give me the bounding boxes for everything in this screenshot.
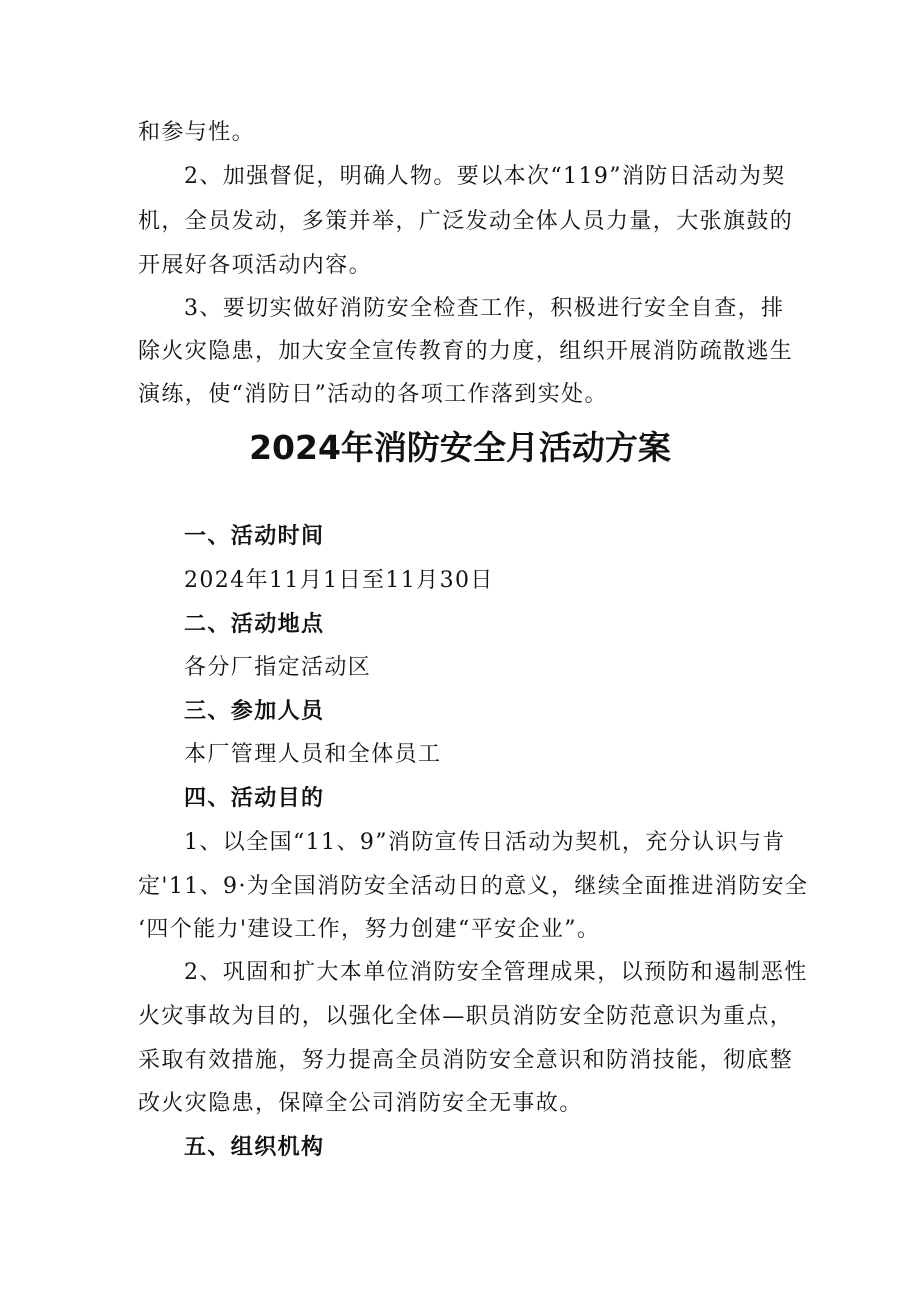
body-line: 和参与性。 — [138, 120, 256, 145]
body-line: 除火灾隐患，加大安全宣传教育的力度，组织开展消防疏散逃生 — [138, 339, 794, 364]
body-line: 采取有效措施，努力提高全员消防安全意识和防消技能，彻底整 — [138, 1048, 794, 1073]
body-line: 定'11、9·为全国消防安全活动日的意义，继续全面推进消防安全 — [138, 874, 809, 899]
section-heading-time: 一、活动时间 — [184, 524, 325, 549]
body-line: 火灾事故为目的，以强化全体—职员消防安全防范意识为重点， — [138, 1004, 794, 1029]
section-text-time: 2024年11月1日至11月30日 — [184, 568, 494, 593]
body-line: 开展好各项活动内容。 — [138, 253, 373, 278]
body-line: 2、加强督促，明确人物。要以本次“119”消防日活动为契 — [184, 164, 786, 189]
body-line: 2、巩固和扩大本单位消防安全管理成果，以预防和遏制恶性 — [184, 960, 808, 985]
body-line: 改火灾隐患，保障全公司消防安全无事故。 — [138, 1091, 583, 1116]
section-heading-location: 二、活动地点 — [184, 612, 325, 637]
body-line: 演练，使“消防日”活动的各项工作落到实处。 — [138, 382, 608, 407]
section-text-participants: 本厂管理人员和全体员工 — [184, 742, 442, 767]
section-heading-participants: 三、参加人员 — [184, 699, 325, 724]
body-line: ‘四个能力'建设工作，努力创建“平安企业”。 — [138, 917, 601, 942]
body-line: 机，全员发动，多策并举，广泛发动全体人员力量，大张旗鼓的 — [138, 209, 794, 234]
section-heading-purpose: 四、活动目的 — [184, 786, 325, 811]
body-line: 1、以全国“11、9”消防宣传日活动为契机，充分认识与肯 — [184, 830, 786, 855]
page-title: 2024年消防安全月活动方案 — [249, 428, 671, 467]
section-text-location: 各分厂指定活动区 — [184, 655, 372, 680]
body-line: 3、要切实做好消防安全检查工作，积极进行安全自查，排 — [184, 296, 785, 321]
section-heading-organization: 五、组织机构 — [184, 1135, 325, 1160]
